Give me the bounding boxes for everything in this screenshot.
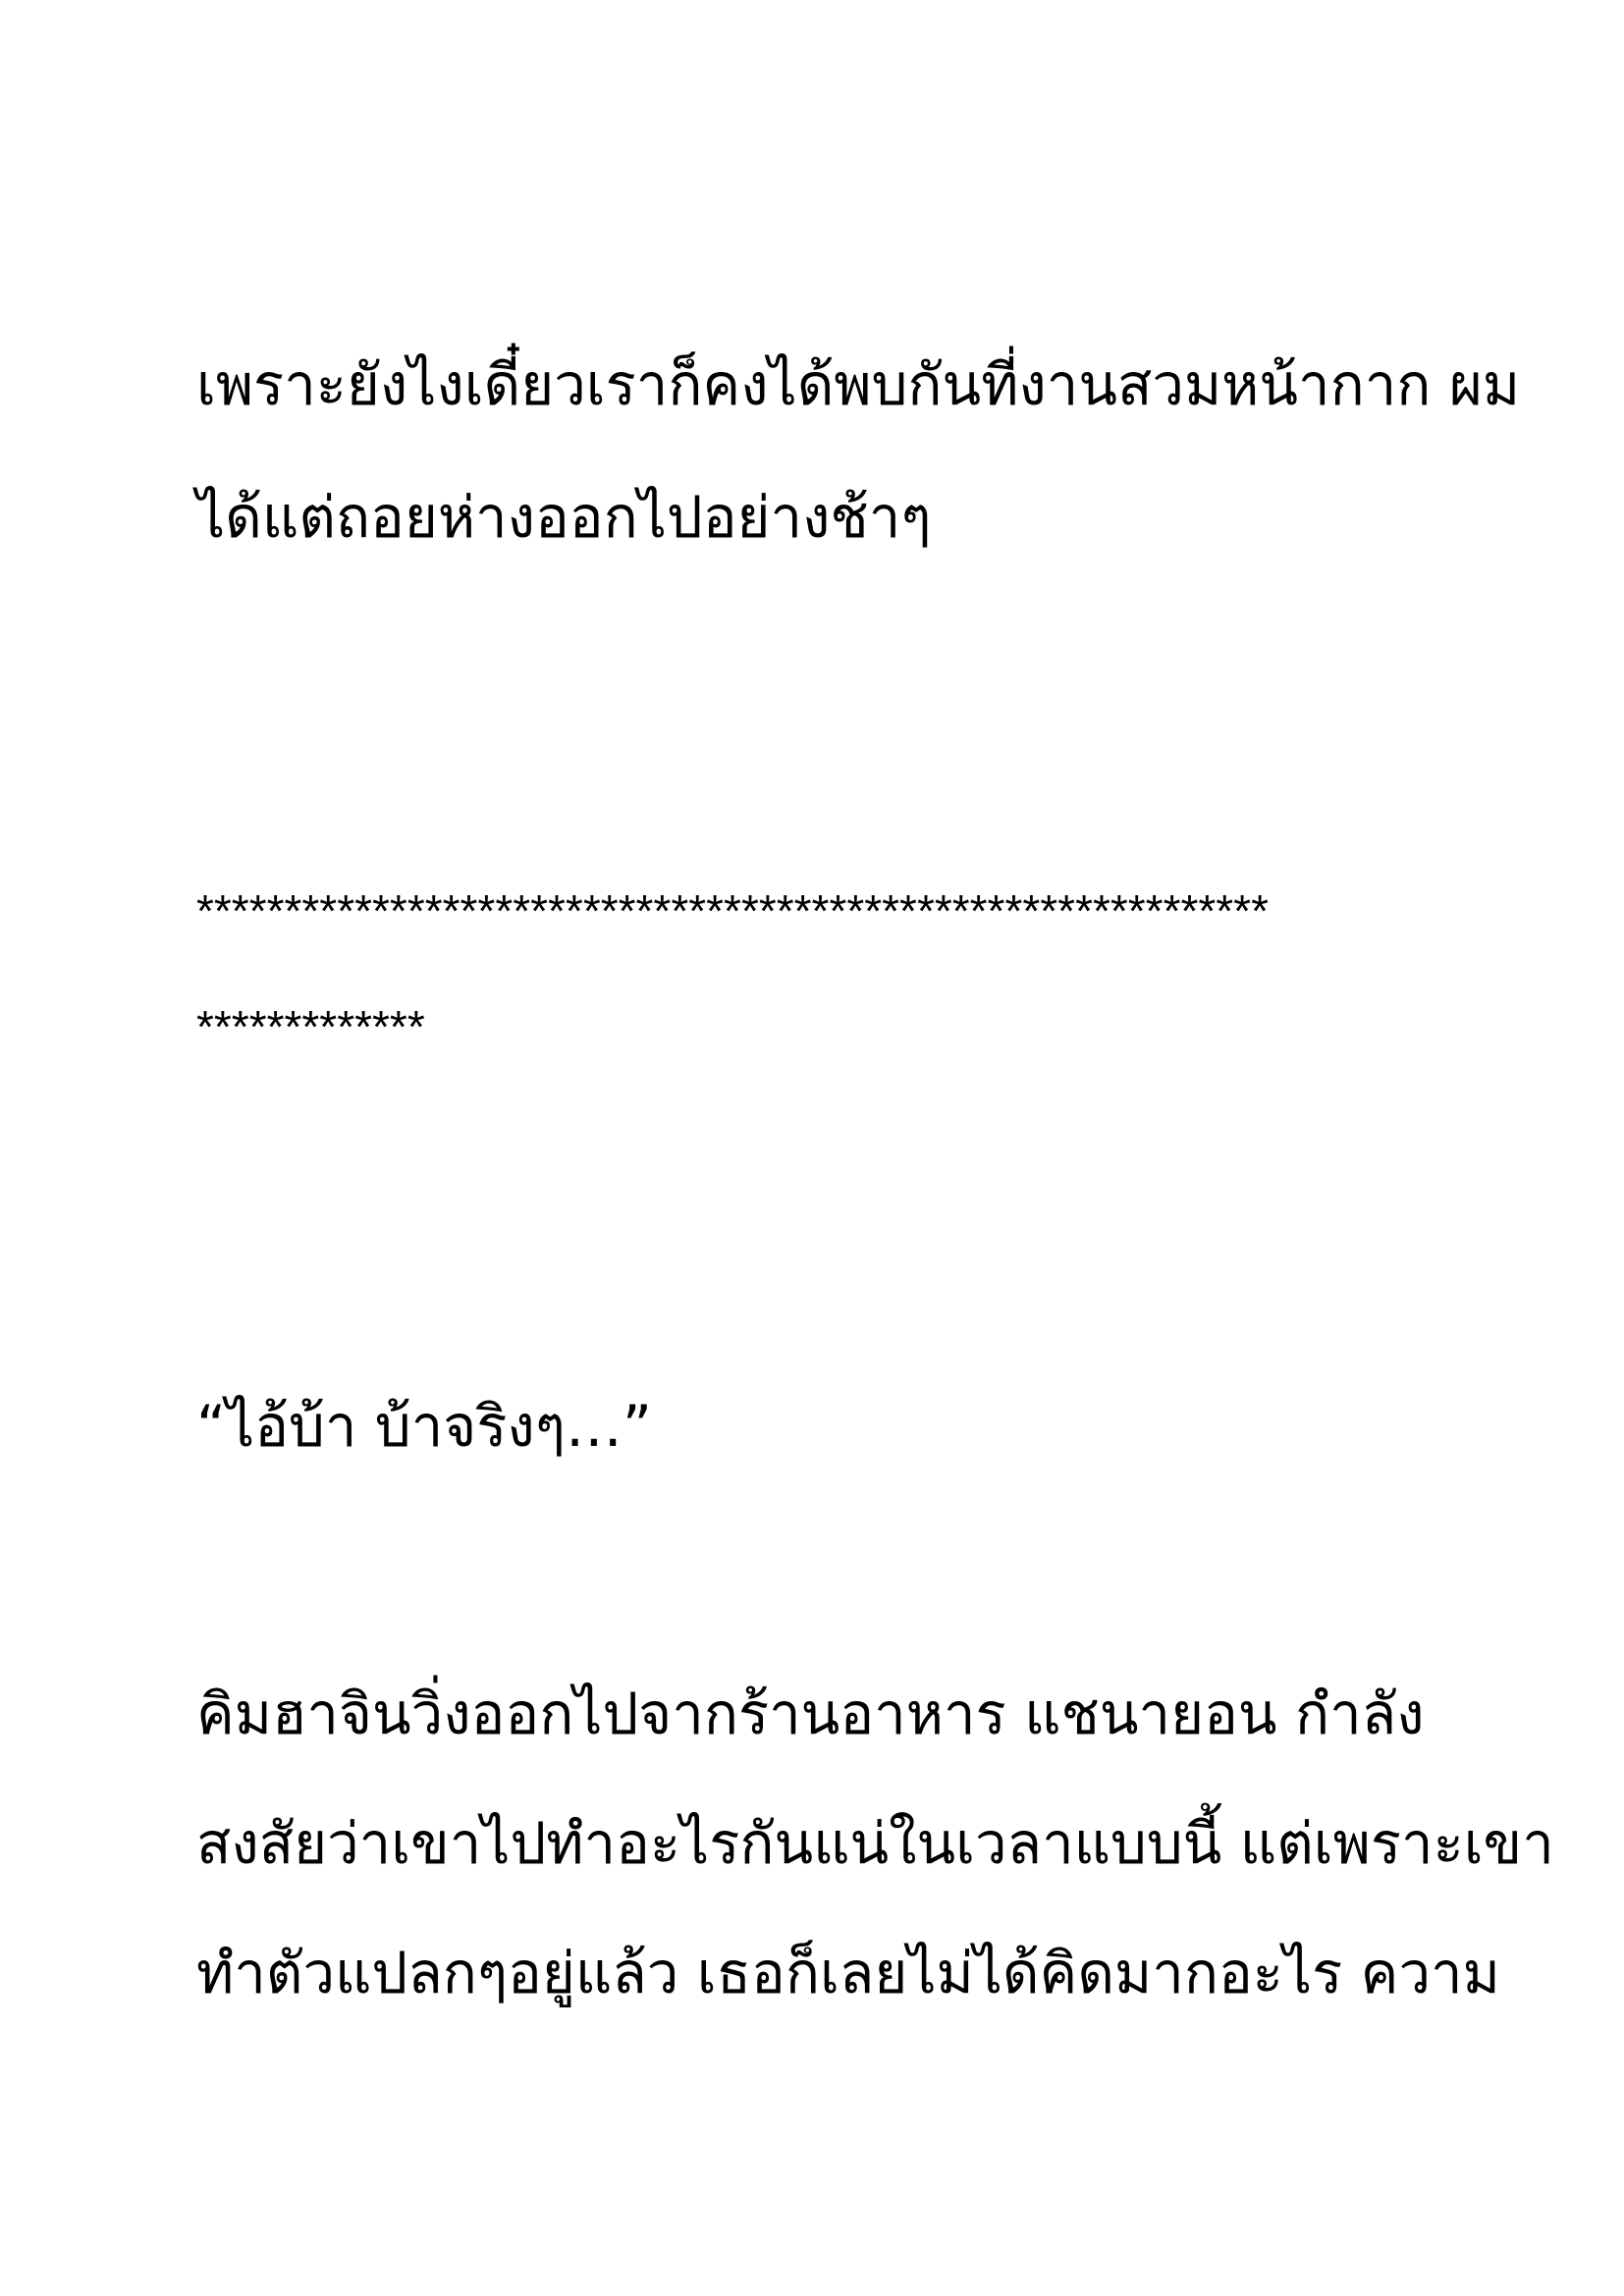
- separator-line-1: *************************************************************: [196, 885, 1269, 936]
- paragraph-2-line-2: สงสัยว่าเขาไปทำอะไรกันแน่ในเวลาแบบนี้ แต่เพราะเขา: [196, 1810, 1554, 1877]
- paragraph-1-line-2: ได้แต่ถอยห่างออกไปอย่างช้าๆ: [196, 484, 932, 551]
- dialogue-line: “ไอ้บ้า บ้าจริงๆ…”: [196, 1393, 652, 1460]
- separator-line-2: *************: [196, 1001, 425, 1052]
- paragraph-2-line-1: คิมฮาจินวิ่งออกไปจากร้านอาหาร แชนายอน กำลัง: [196, 1681, 1425, 1747]
- paragraph-1-line-1: เพราะยังไงเดี๋ยวเราก็คงได้พบกันที่งานสวมหน้ากาก ผม: [196, 351, 1521, 418]
- paragraph-2-line-3: ทำตัวแปลกๆอยู่แล้ว เธอก็เลยไม่ได้คิดมากอะไร ความ: [196, 1940, 1500, 2006]
